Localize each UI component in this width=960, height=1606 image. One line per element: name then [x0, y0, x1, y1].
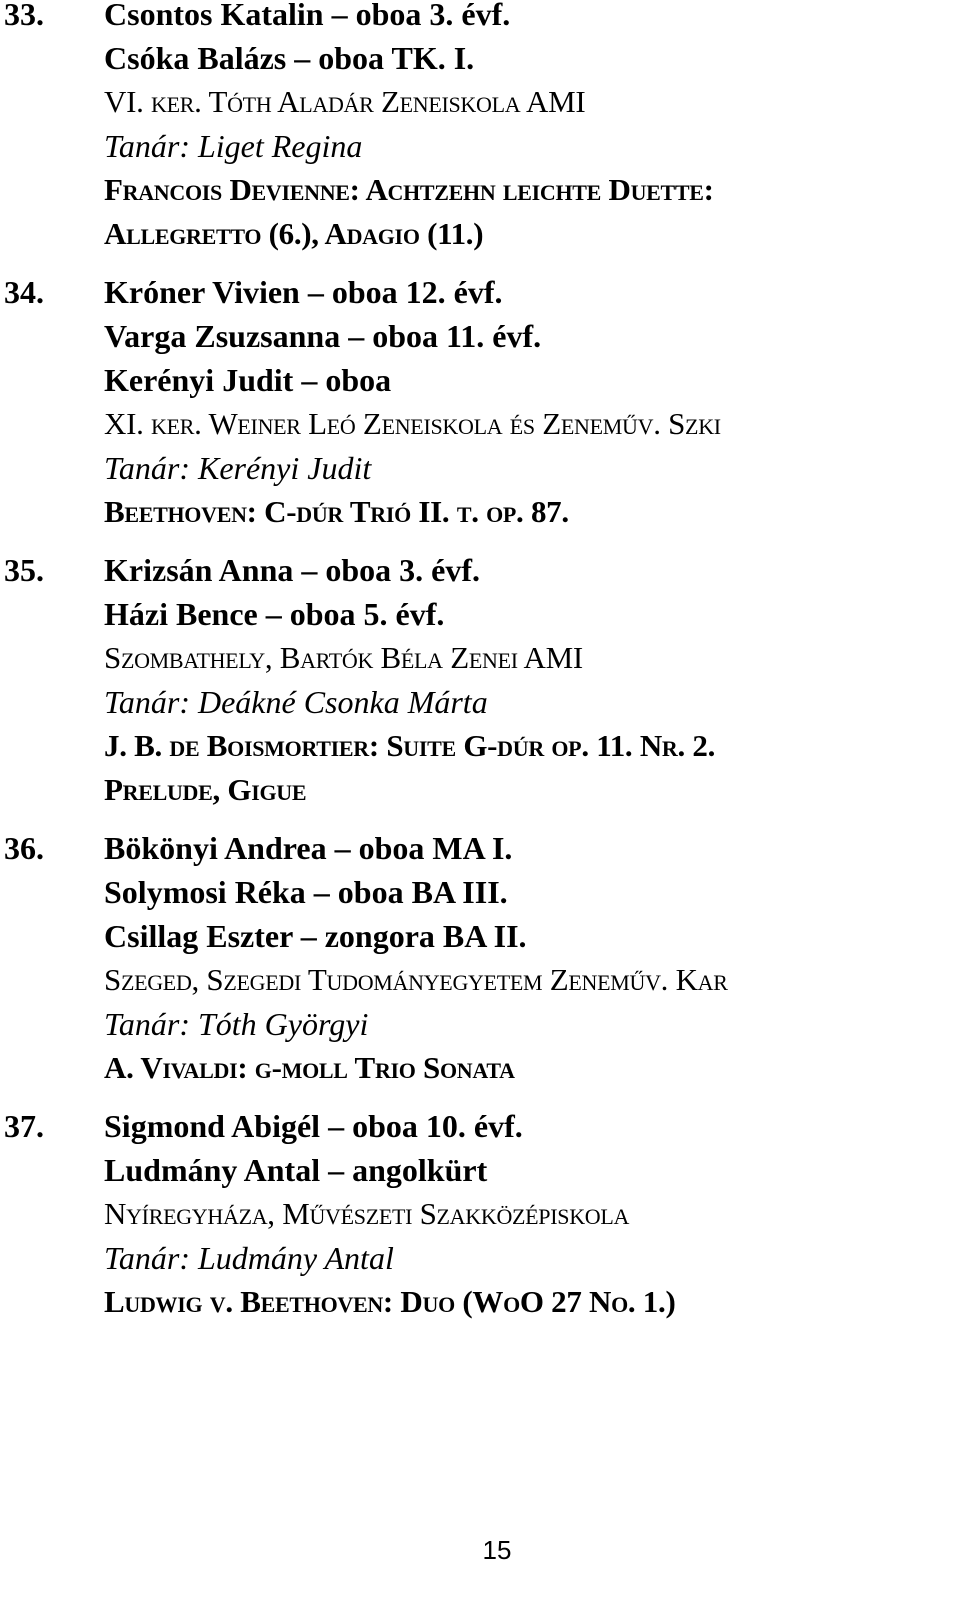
teacher-line: Tanár: Ludmány Antal — [104, 1240, 394, 1276]
entry-number: 37. — [4, 1108, 44, 1144]
piece-line: Beethoven: C-dúr Trió II. t. op. 87. — [104, 494, 569, 529]
performer-line: Csontos Katalin – oboa 3. évf. — [104, 0, 511, 32]
teacher-line: Tanár: Tóth Györgyi — [104, 1006, 369, 1042]
page-number: 15 — [482, 1535, 512, 1565]
performer-line: Króner Vivien – oboa 12. évf. — [104, 274, 503, 310]
school-line: Szeged, Szegedi Tudományegyetem Zeneműv. Kar — [104, 962, 728, 997]
teacher-line: Tanár: Kerényi Judit — [104, 450, 372, 486]
performer-line: Csóka Balázs – oboa TK. I. — [104, 40, 475, 76]
performer-line: Kerényi Judit – oboa — [104, 362, 392, 398]
entry-number: 34. — [4, 274, 44, 310]
entry-number: 33. — [4, 0, 44, 32]
teacher-line: Tanár: Deákné Csonka Márta — [104, 684, 488, 720]
piece-line: Allegretto (6.), Adagio (11.) — [104, 216, 484, 251]
performer-line: Bökönyi Andrea – oboa MA I. — [104, 830, 513, 866]
school-line: Nyíregyháza, Művészeti Szakközépiskola — [104, 1196, 630, 1231]
performer-line: Krizsán Anna – oboa 3. évf. — [104, 552, 481, 588]
performer-line: Házi Bence – oboa 5. évf. — [104, 596, 445, 632]
piece-line: Ludwig v. Beethoven: Duo (WoO 27 No. 1.) — [104, 1284, 676, 1319]
entry-number: 35. — [4, 552, 44, 588]
performer-line: Sigmond Abigél – oboa 10. évf. — [104, 1108, 523, 1144]
school-line: VI. ker. Tóth Aladár Zeneiskola AMI — [104, 84, 586, 119]
performer-line: Csillag Eszter – zongora BA II. — [104, 918, 527, 954]
performer-line: Ludmány Antal – angolkürt — [104, 1152, 488, 1188]
entry-number: 36. — [4, 830, 44, 866]
school-line: XI. ker. Weiner Leó Zeneiskola és Zeneműv. Szki — [104, 406, 721, 441]
piece-line: J. B. de Boismortier: Suite G-dúr op. 11. Nr. 2. — [104, 728, 716, 763]
teacher-line: Tanár: Liget Regina — [104, 128, 363, 164]
school-line: Szombathely, Bartók Béla Zenei AMI — [104, 640, 583, 675]
piece-line: Francois Devienne: Achtzehn leichte Duette: — [104, 172, 714, 207]
performer-line: Solymosi Réka – oboa BA III. — [104, 874, 508, 910]
piece-line: Prelude, Gigue — [104, 772, 307, 807]
performer-line: Varga Zsuzsanna – oboa 11. évf. — [104, 318, 542, 354]
piece-line: A. Vivaldi: g-moll Trio Sonata — [104, 1050, 515, 1085]
